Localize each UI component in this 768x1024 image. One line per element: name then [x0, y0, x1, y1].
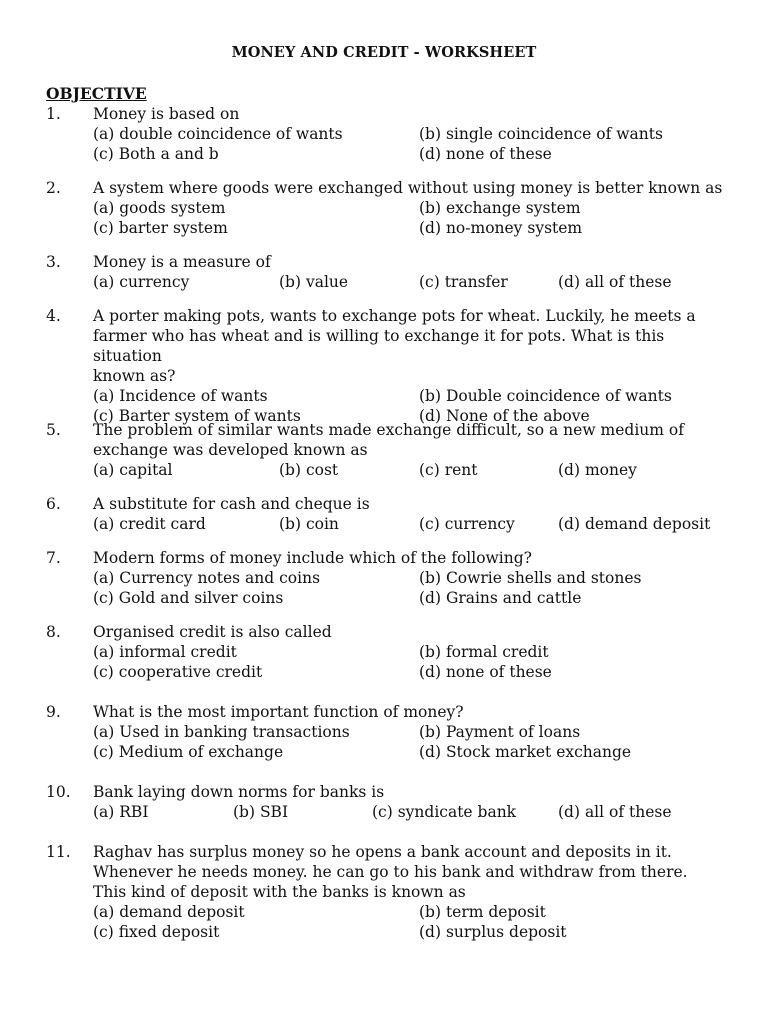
option-c: (c) Gold and silver coins — [93, 589, 284, 607]
option-c: (c) fixed deposit — [93, 923, 220, 941]
option-c: (c) Medium of exchange — [93, 743, 284, 761]
question-number: 2. — [46, 179, 61, 197]
option-a: (a) Used in banking transactions — [93, 723, 350, 741]
option-a: (a) Currency notes and coins — [93, 569, 321, 587]
option-a: (a) informal credit — [93, 643, 237, 661]
section-heading: OBJECTIVE — [46, 84, 147, 103]
question-9 — [46, 702, 736, 762]
question-number: 4. — [46, 307, 61, 325]
question-text: Money is a measure of — [93, 253, 271, 271]
option-b: (b) Cowrie shells and stones — [419, 569, 642, 587]
option-a: (a) capital — [93, 461, 173, 479]
option-d: (d) all of these — [558, 803, 672, 821]
option-c: (c) currency — [419, 515, 515, 533]
option-c: (c) rent — [419, 461, 478, 479]
question-text: Money is based on — [93, 105, 240, 123]
question-number: 10. — [46, 783, 71, 801]
question-number: 1. — [46, 105, 61, 123]
question-text: Bank laying down norms for banks is — [93, 783, 385, 801]
option-b: (b) Payment of loans — [419, 723, 581, 741]
option-a: (a) goods system — [93, 199, 226, 217]
option-d: (d) surplus deposit — [419, 923, 567, 941]
question-text: What is the most important function of money? — [93, 703, 464, 721]
question-number: 11. — [46, 843, 71, 861]
option-d: (d) Stock market exchange — [419, 743, 632, 761]
option-a: (a) credit card — [93, 515, 206, 533]
question-4 — [46, 306, 736, 426]
option-d: (d) None of the above — [419, 407, 590, 425]
option-d: (d) none of these — [419, 663, 552, 681]
option-d: (d) Grains and cattle — [419, 589, 582, 607]
option-b: (b) value — [279, 273, 349, 291]
question-text: A porter making pots, wants to exchange pots for wheat. Luckily, he meets a farmer who has wheat and is willing to exchange it for pots. What is this situation known as? — [93, 307, 696, 385]
question-7 — [46, 548, 736, 608]
question-number: 8. — [46, 623, 61, 641]
option-a: (a) currency — [93, 273, 190, 291]
option-d: (d) demand deposit — [558, 515, 711, 533]
question-number: 3. — [46, 253, 61, 271]
option-b: (b) exchange system — [419, 199, 581, 217]
question-text: The problem of similar wants made exchange difficult, so a new medium of exchange was developed known as — [93, 421, 684, 459]
option-c: (c) transfer — [419, 273, 508, 291]
option-d: (d) money — [558, 461, 637, 479]
option-b: (b) cost — [279, 461, 339, 479]
option-c: (c) Barter system of wants — [93, 407, 301, 425]
question-text: Modern forms of money include which of the following? — [93, 549, 532, 567]
question-8 — [46, 622, 736, 682]
question-text: A system where goods were exchanged without using money is better known as — [93, 179, 723, 197]
question-11 — [46, 842, 736, 942]
question-1 — [46, 104, 736, 164]
option-b: (b) SBI — [233, 803, 289, 821]
option-b: (b) term deposit — [419, 903, 546, 921]
option-b: (b) Double coincidence of wants — [419, 387, 672, 405]
worksheet-title: MONEY AND CREDIT - WORKSHEET — [231, 44, 537, 61]
question-10 — [46, 782, 736, 822]
question-3 — [46, 252, 736, 292]
option-b: (b) single coincidence of wants — [419, 125, 663, 143]
option-c: (c) cooperative credit — [93, 663, 263, 681]
option-c: (c) barter system — [93, 219, 228, 237]
question-number: 5. — [46, 421, 61, 439]
question-text: Raghav has surplus money so he opens a bank account and deposits in it. Whenever he needs money. he can go to his bank and withdraw from there. This kind of deposit with the banks is known as — [93, 843, 688, 901]
question-number: 9. — [46, 703, 61, 721]
option-d: (d) no-money system — [419, 219, 583, 237]
option-a: (a) RBI — [93, 803, 149, 821]
option-a: (a) Incidence of wants — [93, 387, 268, 405]
option-b: (b) coin — [279, 515, 339, 533]
option-c: (c) Both a and b — [93, 145, 219, 163]
question-6 — [46, 494, 736, 534]
question-number: 6. — [46, 495, 61, 513]
question-text: Organised credit is also called — [93, 623, 332, 641]
question-number: 7. — [46, 549, 61, 567]
option-c: (c) syndicate bank — [372, 803, 517, 821]
option-d: (d) none of these — [419, 145, 552, 163]
question-2 — [46, 178, 736, 238]
option-d: (d) all of these — [558, 273, 672, 291]
question-text: A substitute for cash and cheque is — [93, 495, 370, 513]
option-b: (b) formal credit — [419, 643, 549, 661]
question-5 — [46, 420, 736, 480]
option-a: (a) demand deposit — [93, 903, 245, 921]
option-a: (a) double coincidence of wants — [93, 125, 343, 143]
